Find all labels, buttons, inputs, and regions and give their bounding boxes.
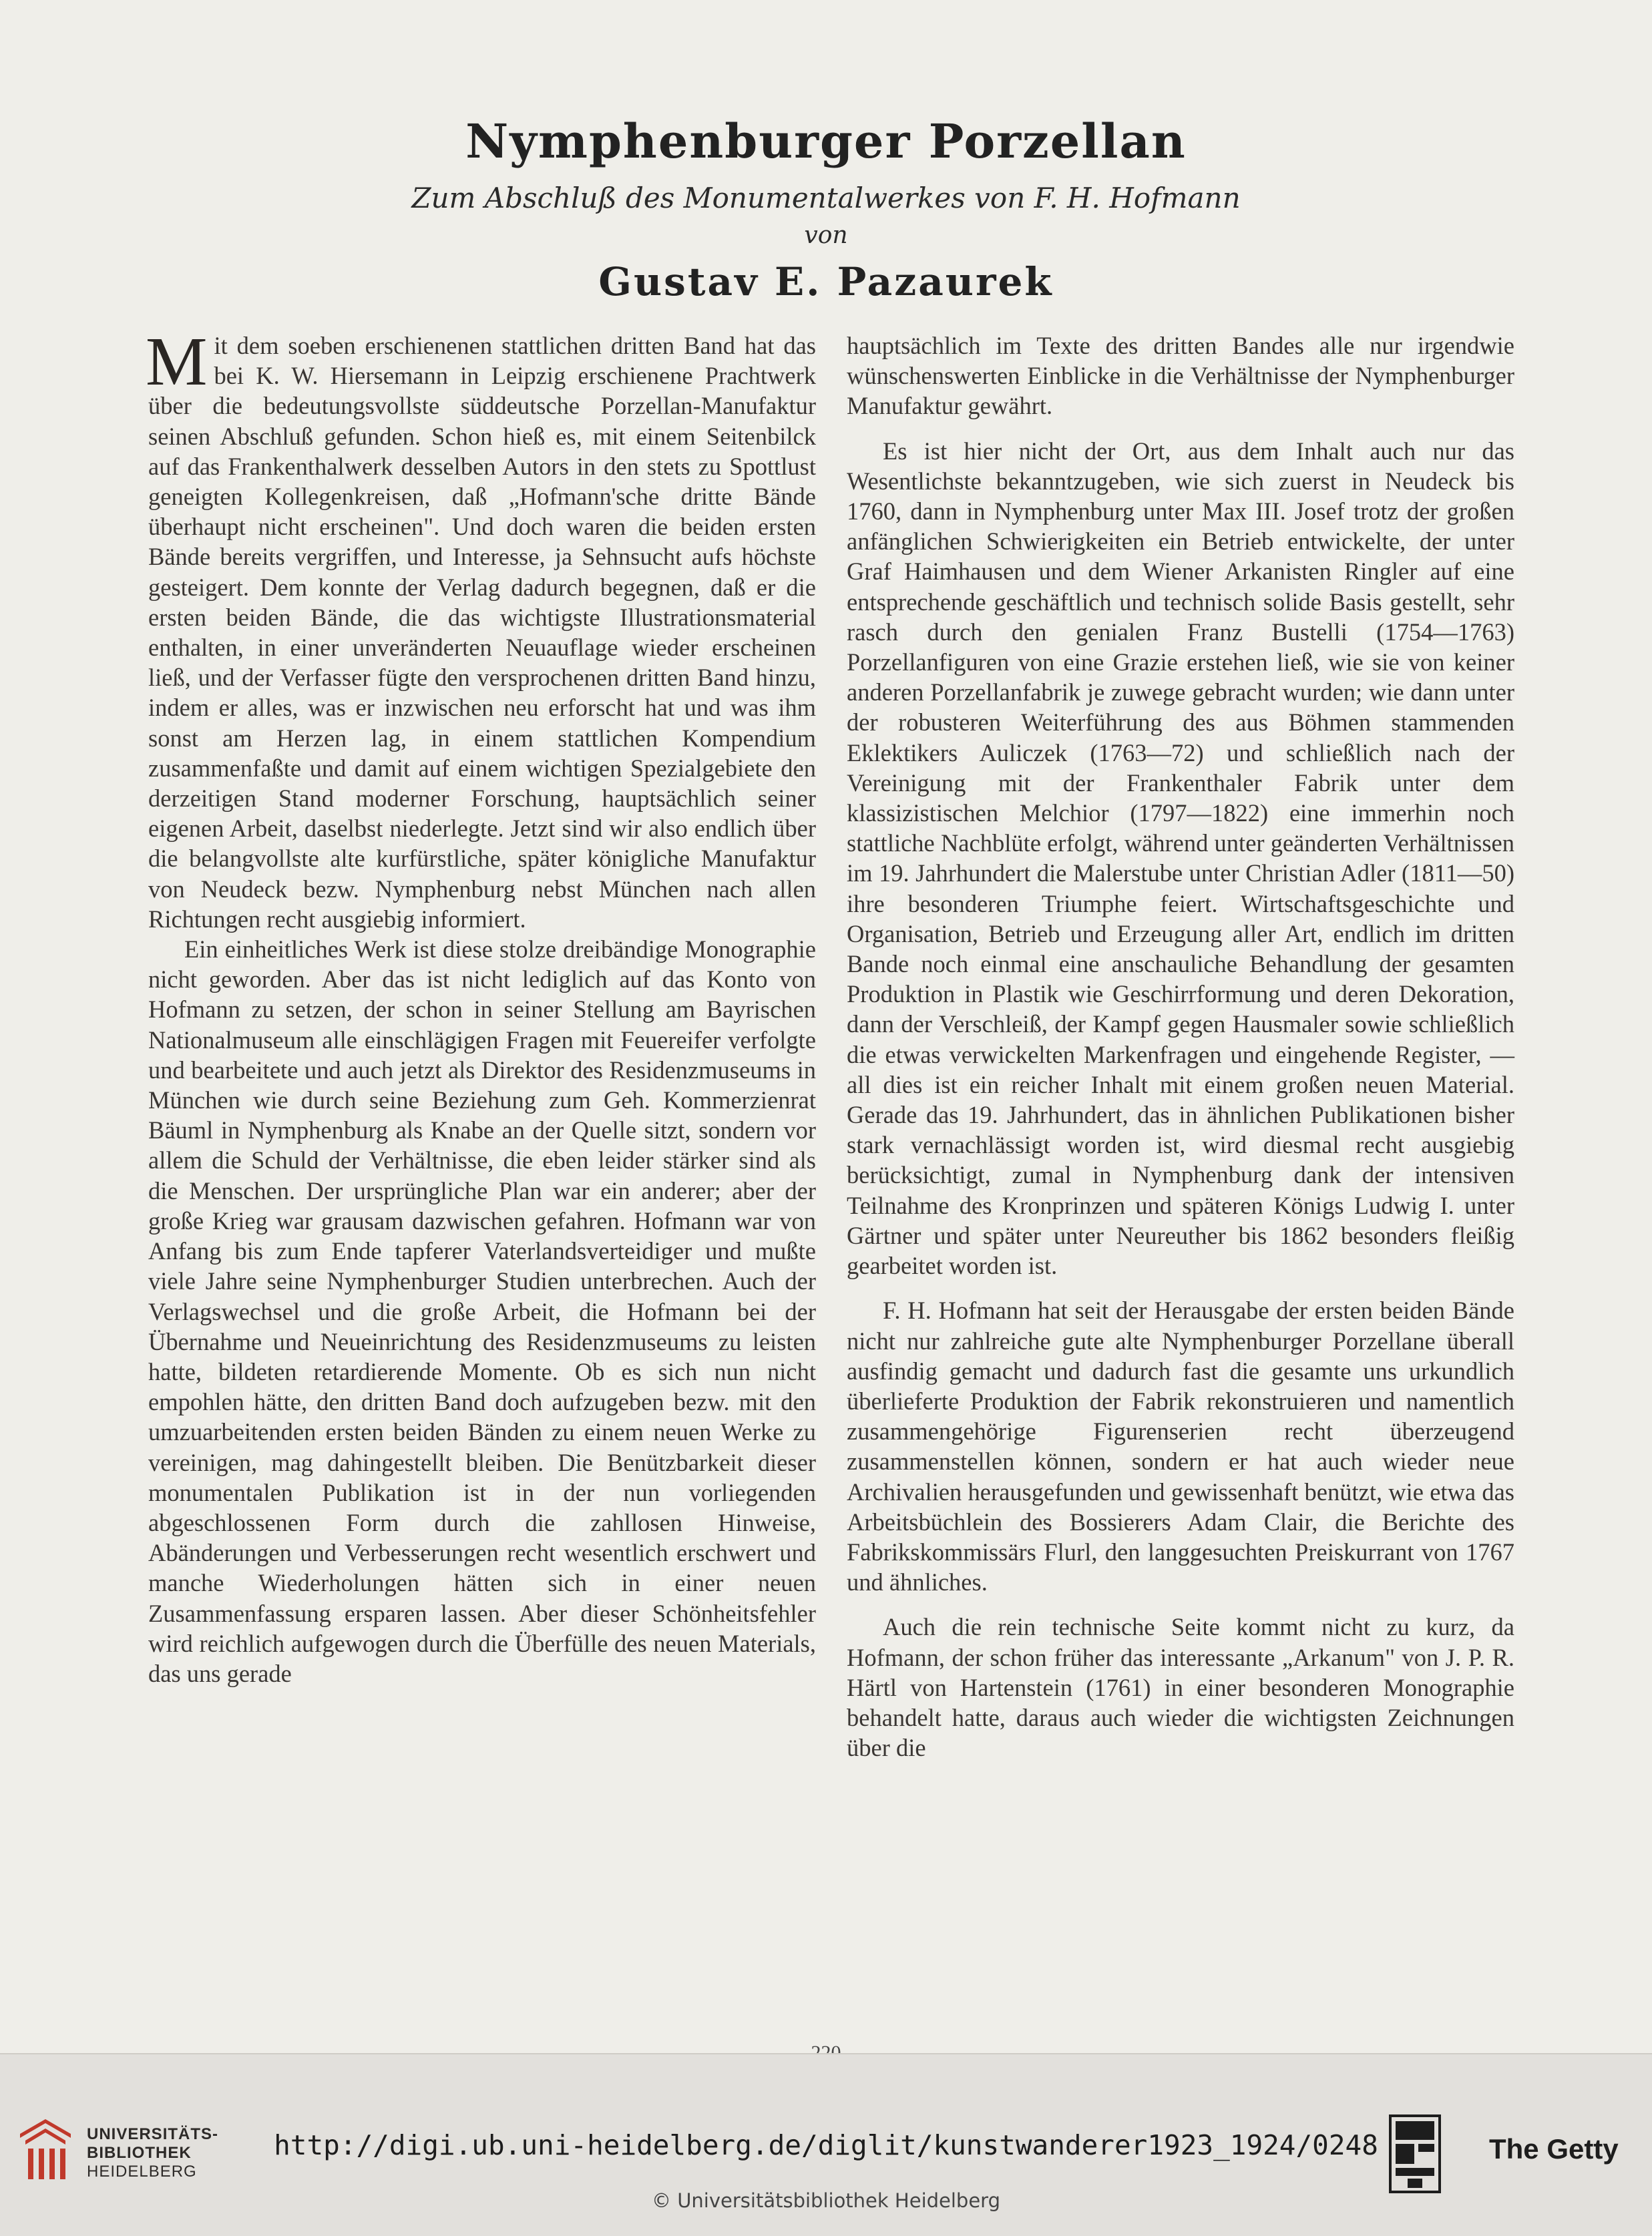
author-name: Gustav E. Pazaurek xyxy=(598,259,1054,304)
library-line: UNIVERSITÄTS- xyxy=(87,2125,219,2143)
article-subtitle: Zum Abschluß des Monumentalwerkes von F. H. Hofmann xyxy=(411,182,1241,214)
left-column xyxy=(146,323,816,1689)
getty-logo-icon[interactable] xyxy=(1389,2114,1441,2193)
getty-label[interactable]: The Getty xyxy=(1489,2133,1619,2165)
article-title: Nymphenburger Porzellan xyxy=(465,114,1187,169)
library-line: HEIDELBERG xyxy=(87,2163,197,2181)
paragraph: hauptsächlich im Texte des dritten Bandes alle nur irgendwie wünschenswerten Einblicke in die Verhältnisse der Nymphenburger Manufaktur gewährt. xyxy=(847,332,1514,420)
paragraph: F. H. Hofmann hat seit der Herausgabe der ersten beiden Bände nicht nur zahlreiche gute alte Nymphenburger Porzellane überall ausfindig gemacht und dadurch fast die gesamte uns urkundlich überlieferte Produktion der Fabrik rekonstruieren und namentlich zusammengehörige Figurenserien recht überzeugend zusammenstellen können, sondern er hat auch wieder neue Archivalien herausgefunden und gewissenhaft benützt, wie etwa das Arbeitsbüchlein des Bossierers Adam Clair, die Berichte des Fabrikskommissärs Flurl, den langgesuchten Preiskurrant von 1767 und ähnliches. xyxy=(847,1297,1514,1596)
permalink-url[interactable]: http://digi.ub.uni-heidelberg.de/diglit/kunstwanderer1923_1924/0248 xyxy=(274,2129,1378,2161)
paragraph: Es ist hier nicht der Ort, aus dem Inhalt auch nur das Wesentlichste bekanntzugeben, wie sich zuerst in Neudeck bis 1760, dann in Nymphenburg unter Max III. Josef trotz der großen anfänglichen Schwierigkeiten ein Betrieb entwickelte, der unter Graf Haimhausen und dem Wiener Arkanisten Ringler auf eine entsprechende geschäftlich und technisch solide Basis gestellt, sehr rasch durch den genialen Franz Bustelli (1754—1763) Porzellanfiguren von eine Grazie erstehen ließ, wie sie von keiner anderen Porzellanfabrik je zuwege gebracht wurden; wie dann unter der robusteren Weiterführung des aus Böhmen stammenden Eklektikers Auliczek (1763—72) und schließlich nach der Vereinigung mit der Frankenthaler Fabrik unter dem klassizistischen Melchior (1797—1822) eine immerhin noch stattliche Nachblüte erfolgt, während unter geänderten Verhältnissen im 19. Jahrhundert die Malerstube unter Christian Adler (1811—50) ihre besonderen Triumphe feiert. Wirtschaftsgeschichte und Organisation, Betrieb und Erzeugung aller Art, endlich im dritten Bande noch einmal eine anschauliche Behandlung der gesamten Produktion in Plastik wie Geschirrformung und deren Dekoration, dann der Verschleiß, der Kampf gegen Hausmaler sowie schließlich die etwas verwickelten Markenfragen und eingehende Register, — all dies ist ein reicher Inhalt mit einem großen neuen Material. Gerade das 19. Jahrhundert, das in ähnlichen Publikationen bisher stark vernachlässigt worden ist, wird diesmal recht ausgiebig berücksichtigt, zumal in Nymphenburg dank der intensiven Teilnahme des Kronprinzen und späteren Königs Ludwig I. unter Gärtner und später unter Neureuther bis 1862 besonders fleißig gearbeitet worden ist. xyxy=(847,437,1514,1280)
copyright-notice: © Universitätsbibliothek Heidelberg xyxy=(651,2189,1000,2212)
paragraph: Ein einheitliches Werk ist diese stolze dreibändige Monographie nicht geworden. Aber das ist nicht lediglich auf das Konto von Hofmann zu setzen, der schon in seiner Stellung am Bayrischen Nationalmuseum alle einschlägigen Fragen mit Feuereifer verfolgte und bearbeitete und auch jetzt als Direktor des Residenzmuseums in München wie durch seine Beziehung zum Geh. Kommerzienrat Bäuml in Nymphenburg als Knabe an der Quelle sitzt, sondern vor allem die Schuld der Verhältnisse, die eben leider stärker sind als die Menschen. Der ursprüngliche Plan war ein anderer; aber der große Krieg war grausam dazwischen gefahren. Hofmann war von Anfang bis zum Ende tapferer Vaterlandsverteidiger und mußte viele Jahre seine Nymphenburger Studien unterbrechen. Auch der Verlagswechsel und die große Arbeit, die Hofmann bei der Übernahme und Neueinrichtung des Residenzmuseums zu leisten hatte, bildeten retardierende Momente. Ob es sich nun nicht empohlen hätte, den dritten Band doch aufzugeben bezw. mit den umzuarbeitenden ersten beiden Bänden zu einem neuen Werke zu vereinigen, mag dahingestellt bleiben. Die Benützbarkeit dieser monumentalen Publikation ist in der nun vorliegenden abgeschlossenen Form durch die zahllosen Hinweise, Abänderungen und Verbesserungen recht wesentlich erschwert und manche Wiederholungen hätten sich in einer neuen Zusammenfassung ersparen lassen. Aber dieser Schönheitsfehler wird reichlich aufgewogen durch die Überfülle des neuen Materials, das uns gerade xyxy=(148,935,816,1687)
right-column xyxy=(847,330,1514,1763)
byline-von: von xyxy=(804,222,848,249)
paragraph-text: it dem soeben erschienenen stattlichen dritten Band hat das bei K. W. Hiersemann in Leipzig erschienene Prachtwerk über die bedeutungsvollste süddeutsche Porzellan-Manufaktur seinen Abschluß gefunden. Schon hieß es, mit einem Seitenbilck auf das Frankenthalwerk desselben Autors in den stets zu Spottlust geneigten Kollegenkreisen, daß „Hofmann'sche dritte Bände überhaupt nicht erscheinen". Und doch waren die beiden ersten Bände bereits vergriffen, und Interesse, ja Sehnsucht aufs höchste gesteigert. Dem konnte der Verlag dadurch begegnen, daß er die ersten beiden Bände, die das wichtigste Illustrationsmaterial enthalten, in einer unveränderten Neuauflage wieder erscheinen ließ, und der Verfasser fügte den versprochenen dritten Band hinzu, indem er alles, was er inzwischen neu erforscht hat und was ihm sonst am Herzen lag, in einem stattlichen Kompendium zusammenfaßte und damit auf einem wichtigen Spezialgebiete den derzeitigen Stand moderner Forschung, hauptsächlich seiner eigenen Arbeit, daselbst niederlegte. Jetzt sind wir also endlich über die belangvollste alte kurfürstliche, später königliche Manufaktur von Neudeck bezw. Nymphenburg nebst München nach allen Richtungen recht ausgiebig informiert. xyxy=(148,332,816,933)
paragraph xyxy=(146,323,816,934)
paragraph: Auch die rein technische Seite kommt nicht zu kurz, da Hofmann, der schon früher das interessante „Arkanum" von J. P. R. Härtl von Hartenstein (1761) in einer besonderen Monographie behandelt hatte, daraus auch wieder die wichtigsten Zeichnungen über die xyxy=(847,1613,1514,1762)
library-line: BIBLIOTHEK xyxy=(87,2144,192,2162)
drop-cap: M xyxy=(146,323,208,400)
viewer-footer xyxy=(0,2053,1652,2236)
